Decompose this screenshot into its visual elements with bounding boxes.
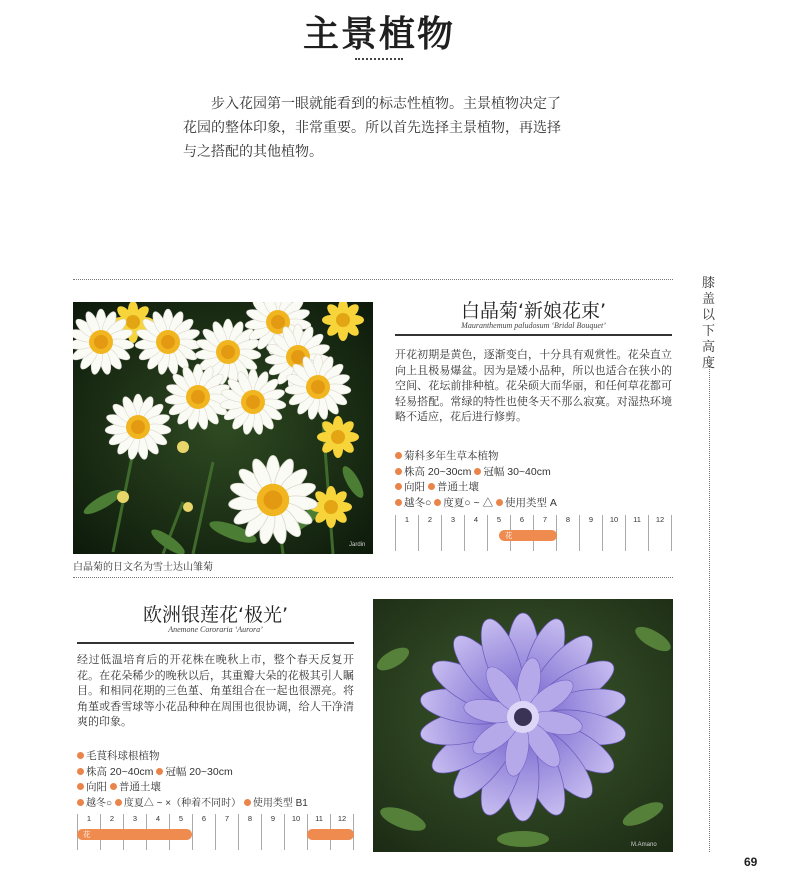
page-number: 69 [744,855,758,869]
spec-row [395,496,672,512]
month-label: 8 [557,515,580,525]
bullet-dot [434,499,441,506]
month-label: 8 [239,814,262,824]
month-label: 2 [101,814,124,824]
month-label: 6 [511,515,534,525]
plant-specs [77,749,354,811]
month-label: 1 [396,515,419,525]
month-label: 7 [534,515,557,525]
title-dotted-underline [355,58,403,60]
spec-row [395,449,672,465]
month-chart [395,515,672,551]
heading-rule [77,642,354,644]
spec-usage: 使用类型 B1 [252,797,308,809]
month-label: 3 [124,814,147,824]
spec-winter: 越冬○ [86,797,113,809]
month-label: 5 [488,515,511,525]
month-scale [77,814,354,824]
spec-sun: 向阳 [86,781,107,793]
section-divider [73,577,673,578]
daisy-illustration [73,302,373,554]
spec-row [77,780,354,796]
description-text: 开花初期是黄色，逐渐变白，十分具有观赏性。花朵直立向上且极易爆盆。因为是矮小品种，所以也适合在狭小的空间、花坛前排种植。花朵硕大而华丽，和任何草花都可轻易搭配。常绿的特性也使冬天不那么寂寞。对湿热环境略不适应，花后进行修剪。 [395,348,672,423]
bullet-dot [395,452,402,459]
bullet-dot [496,499,503,506]
month-label: 5 [170,814,193,824]
month-label: 11 [626,515,649,525]
plant-name: 白晶菊‘新娘花束’ [460,300,607,322]
plant-latin-name: Anemone Cororaria ‘Aurora’ [168,625,263,634]
bloom-period-bar [307,829,354,840]
plant-description [77,652,354,730]
bullet-dot [77,752,84,759]
photo-purple-anemone [373,599,673,852]
month-label: 2 [419,515,442,525]
bloom-period-bar: 花 [77,829,192,840]
photo-white-daisy [73,302,373,554]
side-tab-label: 膝盖以下高度 [702,276,716,371]
intro-paragraph [183,92,583,164]
plant-latin-name: Mauranthemum paludosum ‘Bridal Bouquet’ [461,321,606,330]
month-label: 4 [465,515,488,525]
bullet-dot [395,483,402,490]
spec-summer: 度夏△ ~ ×（种着不同时） [123,797,242,809]
month-label: 7 [216,814,239,824]
spec-soil: 普通土壤 [118,781,161,793]
bullet-dot [77,799,84,806]
spec-family: 毛茛科球根植物 [86,750,160,762]
month-label: 10 [603,515,626,525]
description-text: 经过低温培育后的开花株在晚秋上市，整个春天反复开花。在花朵稀少的晚秋以后，其重瓣大朵的花极其引人瞩目。和相同花期的三色堇、角堇组合在一起也很漂亮。将角堇或香雪球等小花品种种在周围也很协调，给人干净清爽的印象。 [77,653,354,728]
section-divider [73,279,673,280]
month-label: 9 [580,515,603,525]
bullet-dot [77,768,84,775]
photo-credit: Jardin [349,542,366,548]
month-label: 12 [649,515,672,525]
month-label: 12 [331,814,354,824]
anemone-illustration [373,599,673,852]
bullet-dot [428,483,435,490]
spec-spread: 冠幅 20~30cm [165,765,233,778]
heading-rule [395,334,672,336]
spec-spread: 冠幅 30~40cm [483,465,551,478]
bloom-period-bar: 花 [499,530,557,541]
month-label: 11 [308,814,331,824]
photo-credit: M.Amano [631,842,657,848]
intro-line: 与之搭配的其他植物。 [183,144,323,160]
month-scale [395,515,672,525]
spec-winter: 越冬○ [404,496,432,509]
spec-row [77,765,354,781]
bullet-dot [115,799,122,806]
spec-height: 株高 20~30cm [404,465,472,478]
month-label: 4 [147,814,170,824]
spec-summer: 度夏○ ~ △ [443,496,494,509]
spec-usage: 使用类型 A [505,496,557,509]
month-label: 1 [78,814,101,824]
photo-caption: 白晶菊的日文名为雪士达山雏菊 [73,562,213,573]
bullet-dot [156,768,163,775]
bullet-dot [110,783,117,790]
spec-row [395,465,672,481]
spec-sun: 向阳 [404,481,425,493]
bullet-dot [474,468,481,475]
plant-description [395,347,672,425]
bullet-dot [77,783,84,790]
spec-height: 株高 20~40cm [86,765,154,778]
spec-row [395,480,672,496]
plant-name: 欧洲银莲花‘极光’ [142,604,289,626]
bullet-dot [395,499,402,506]
intro-line: 步入花园第一眼就能看到的标志性植物。主景植物决定了 [211,96,561,112]
spec-row [77,749,354,765]
spec-soil: 普通土壤 [436,481,479,493]
intro-line: 花园的整体印象，非常重要。所以首先选择主景植物，再选择 [183,120,561,136]
side-tab-line [709,356,710,852]
plant-specs [395,449,672,511]
month-chart [77,814,354,850]
month-label: 10 [285,814,308,824]
bullet-dot [244,799,251,806]
month-label: 9 [262,814,285,824]
spec-row [77,796,354,812]
spec-family: 菊科多年生草本植物 [404,450,499,462]
bullet-dot [395,468,402,475]
month-label: 6 [193,814,216,824]
page-title: 主景植物 [302,13,455,55]
month-label: 3 [442,515,465,525]
